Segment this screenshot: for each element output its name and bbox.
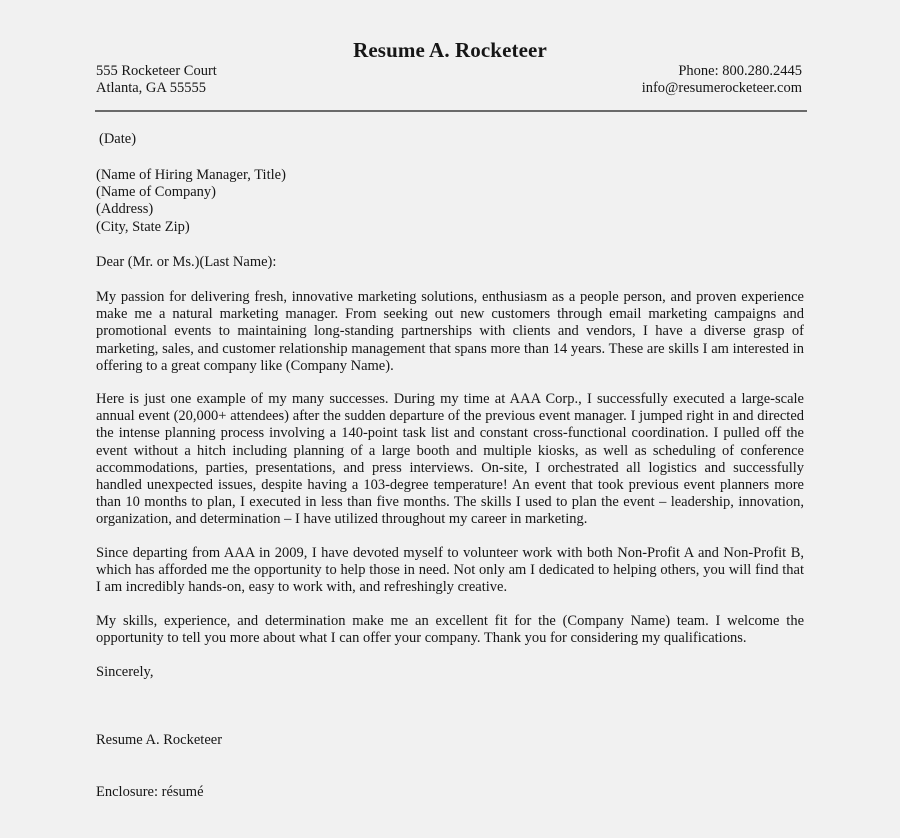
- sender-name-heading: Resume A. Rocketeer: [353, 38, 547, 62]
- recipient-line: (Name of Company): [96, 184, 216, 201]
- email-text: info@resumerocketeer.com: [641, 80, 802, 96]
- address-line-2: Atlanta, GA 55555: [96, 80, 206, 96]
- body-paragraph-3: Since departing from AAA in 2009, I have devoted myself to volunteer work with both Non-Profit A and Non-Profit B, which has afforded me the opportunity to help those in need. Not only am I dedicated to helping others, you will find that I am incredibly hands-on, easy to work with, and refreshingly creative.: [96, 545, 804, 596]
- sender-contact: [642, 63, 802, 97]
- recipient-line: (Name of Hiring Manager, Title): [96, 167, 286, 183]
- header-divider: [95, 110, 807, 112]
- body-paragraph-1: My passion for delivering fresh, innovative marketing solutions, enthusiasm as a people person, and proven experience make me a natural marketing manager. From seeking out new customers through email marketing campaigns and promotional events to maintaining long-standing partnerships with clients and vendors, I have a diverse grasp of marketing, sales, and customer relationship management that spans more than 14 years. These are skills I am interested in offering to a great company like (Company Name).: [96, 289, 804, 374]
- address-line-1: 555 Rocketeer Court: [96, 63, 217, 79]
- body-paragraph-2: Here is just one example of my many successes. During my time at AAA Corp., I successfully executed a large-scale annual event (20,000+ attendees) after the sudden departure of the previous event manager. I jumped right in and directed the intense planning process involving a 140-point task list and constant cross-functional coordination. I pulled off the event without a hitch including planning of a large booth and multiple kiosks, as well as scheduling of conference accommodations, parties, presentations, and press interviews. On-site, I orchestrated all logistics and successfully handled unexpected issues, despite having a 103-degree temperature! An event that took previous event planners more than 10 months to plan, I executed in less than five months. The skills I used to plan the event – leadership, innovation, organization, and determination – I have utilized throughout my career in marketing.: [96, 391, 804, 528]
- recipient-line: (City, State Zip): [96, 218, 190, 235]
- closing: Sincerely,: [96, 664, 154, 680]
- signature-name: Resume A. Rocketeer: [96, 732, 223, 748]
- phone-text: Phone: 800.280.2445: [678, 63, 802, 79]
- salutation: Dear (Mr. or Ms.)(Last Name):: [96, 254, 277, 270]
- sender-address: [96, 63, 217, 97]
- recipient-block: [96, 167, 804, 236]
- enclosure-note: Enclosure: résumé: [96, 784, 204, 800]
- recipient-line: (Address): [96, 201, 154, 218]
- body-paragraph-4: My skills, experience, and determination make me an excellent fit for the (Company Name) team. I welcome the opportunity to tell you more about what I can offer your company. Thank you for considering my qualifications.: [96, 613, 804, 647]
- date-line: (Date): [99, 131, 137, 147]
